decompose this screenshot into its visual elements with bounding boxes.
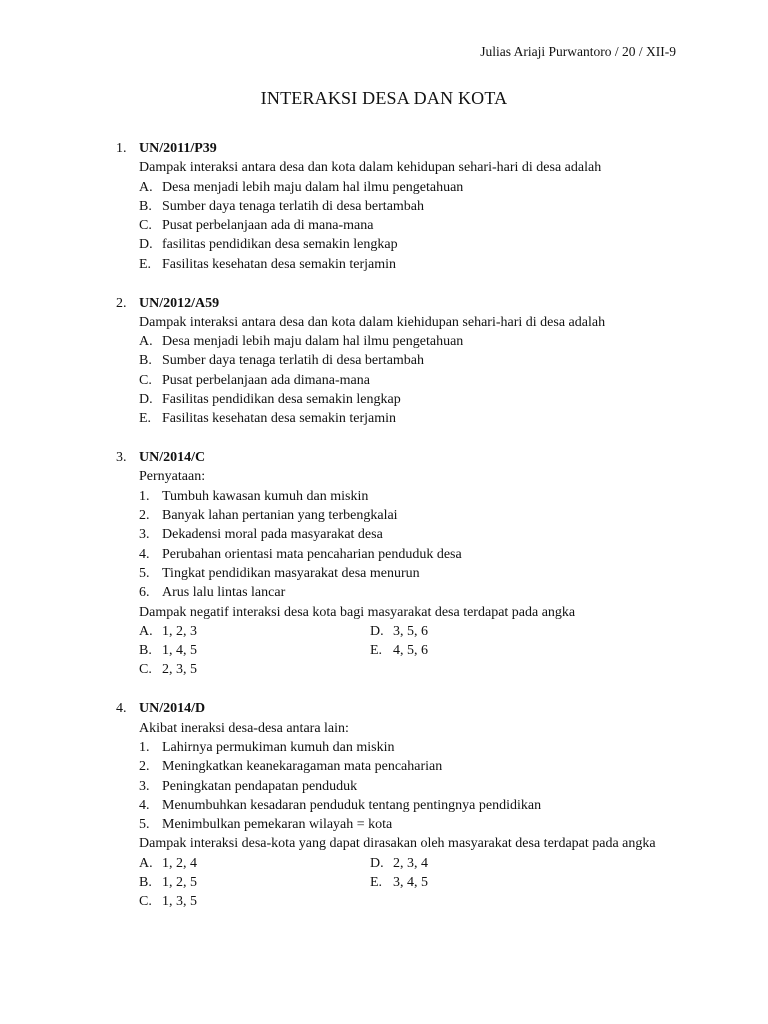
statement-number: 5. [139,817,150,833]
option-text: 1, 3, 5 [162,894,197,910]
option-letter: D. [139,392,153,408]
statement-number: 1. [139,739,150,755]
option-text: Pusat perbelanjaan ada di mana-mana [162,218,374,234]
option-text: 3, 4, 5 [393,875,428,890]
statement-text: Peningkatan pendapatan penduduk [162,778,358,794]
option [370,622,428,641]
answer-options [139,854,768,912]
option-text: Fasilitas pendidikan desa semakin lengkap [162,392,401,408]
question-stem: Dampak interaksi antara desa dan kota dalam kiehidupan sehari-hari di desa adalah [139,314,606,330]
option-letter: D. [370,855,384,871]
question-4 [0,699,768,911]
options-right-column [370,622,428,661]
option-text: 2, 3, 4 [393,855,428,871]
option [370,873,428,892]
option-text: Desa menjadi lebih maju dalam hal ilmu pengetahuan [162,334,464,350]
statement-text: Perubahan orientasi mata pencaharian penduduk desa [162,546,462,562]
statement-text: Menumbuhkan kesadaran penduduk tentang pentingnya pendidikan [162,797,542,813]
statement-text: Tumbuh kawasan kumuh dan miskin [162,488,369,504]
question-prompt: Dampak interaksi desa-kota yang dapat dirasakan oleh masyarakat desa terdapat pada angka [139,836,656,852]
option-letter: A. [139,855,153,871]
question-number: 3. [116,450,127,466]
question-2 [0,294,768,429]
option [139,371,768,390]
option-text: Fasilitas kesehatan desa semakin terjamin [162,256,397,272]
option [139,255,768,274]
option-letter: E. [370,643,383,659]
option-letter: D. [370,623,384,639]
statement-text: Dekadensi moral pada masyarakat desa [162,527,383,543]
option-letter: B. [139,353,152,369]
question-code: UN/2014/D [139,701,206,717]
question-list [0,139,768,931]
option-letter: A. [139,623,153,639]
statement-number: 4. [139,797,150,813]
option [370,641,428,660]
option-letter: C. [139,372,152,388]
option-text: 4, 5, 6 [393,643,428,659]
option-letter: A. [139,179,153,195]
option-letter: C. [139,662,152,678]
page-header: Julias Ariaji Purwantoro / 20 / XII-9 [480,44,676,59]
question-stem: Dampak interaksi antara desa dan kota dalam kehidupan sehari-hari di desa adalah [139,160,602,176]
option-text: Sumber daya tenaga terlatih di desa bertambah [162,198,425,214]
question-prompt: Dampak negatif interaksi desa kota bagi masyarakat desa terdapat pada angka [139,604,576,620]
statement-number: 2. [139,508,150,524]
question-number: 2. [116,295,127,311]
option-text: 2, 3, 5 [162,662,197,678]
option-letter: B. [139,875,152,890]
statement [139,545,768,564]
question-number: 1. [116,141,127,156]
option [139,216,768,235]
statement [139,738,768,757]
option-letter: E. [370,875,383,890]
option-text: 1, 2, 4 [162,855,197,871]
statement-text: Menimbulkan pemekaran wilayah = kota [162,817,393,833]
option [139,622,197,641]
option [139,892,197,911]
question-code: UN/2012/A59 [139,295,220,311]
options-right-column [370,854,428,893]
statement [139,564,768,583]
question-intro: Pernyataan: [139,469,206,485]
option [139,409,768,428]
option-text: 1, 4, 5 [162,643,197,659]
option-text: Fasilitas kesehatan desa semakin terjamin [162,411,397,427]
option [139,235,768,254]
option-text: Sumber daya tenaga terlatih di desa bertambah [162,353,425,369]
statement-number: 5. [139,565,150,581]
option [139,660,197,679]
option-text: 1, 2, 3 [162,623,197,639]
option-letter: B. [139,198,152,214]
option [139,873,197,892]
option-letter: B. [139,643,152,659]
question-1 [0,139,768,274]
statement-number: 4. [139,546,150,562]
option-text: 1, 2, 5 [162,875,197,890]
option [370,854,428,873]
option [139,854,197,873]
statement [139,583,768,602]
option [139,641,197,660]
statement-number: 6. [139,585,150,601]
option-text: 3, 5, 6 [393,623,428,639]
statement [139,796,768,815]
option [139,332,768,351]
question-number: 4. [116,701,127,717]
option [139,178,768,197]
statement [139,525,768,544]
option [139,351,768,370]
statement-text: Arus lalu lintas lancar [162,585,286,601]
statement-number: 2. [139,759,150,775]
statement-number: 3. [139,527,150,543]
option-letter: E. [139,411,152,427]
statement-text: Banyak lahan pertanian yang terbengkalai [162,508,398,524]
statement [139,487,768,506]
option [139,197,768,216]
answer-options [139,622,768,680]
options-left-column [139,854,197,912]
question-intro: Akibat ineraksi desa-desa antara lain: [139,720,349,736]
option-text: Desa menjadi lebih maju dalam hal ilmu pengetahuan [162,179,464,195]
statement-number: 3. [139,778,150,794]
option-letter: E. [139,256,152,272]
question-code: UN/2011/P39 [139,141,217,156]
statement [139,777,768,796]
statement [139,757,768,776]
statement [139,506,768,525]
statement-text: Tingkat pendidikan masyarakat desa menurun [162,565,420,581]
question-code: UN/2014/C [139,450,206,466]
statement [139,815,768,834]
option-text: Pusat perbelanjaan ada dimana-mana [162,372,370,388]
option-letter: C. [139,218,152,234]
option [139,390,768,409]
options-left-column [139,622,197,680]
statement-number: 1. [139,488,150,504]
statement-text: Lahirnya permukiman kumuh dan miskin [162,739,395,755]
option-letter: D. [139,237,153,253]
option-letter: A. [139,334,153,350]
option-text: fasilitas pendidikan desa semakin lengkap [162,237,398,253]
statement-text: Meningkatkan keanekaragaman mata pencaharian [162,759,443,775]
question-3 [0,448,768,680]
document-title: INTERAKSI DESA DAN KOTA [260,88,508,108]
option-letter: C. [139,894,152,910]
